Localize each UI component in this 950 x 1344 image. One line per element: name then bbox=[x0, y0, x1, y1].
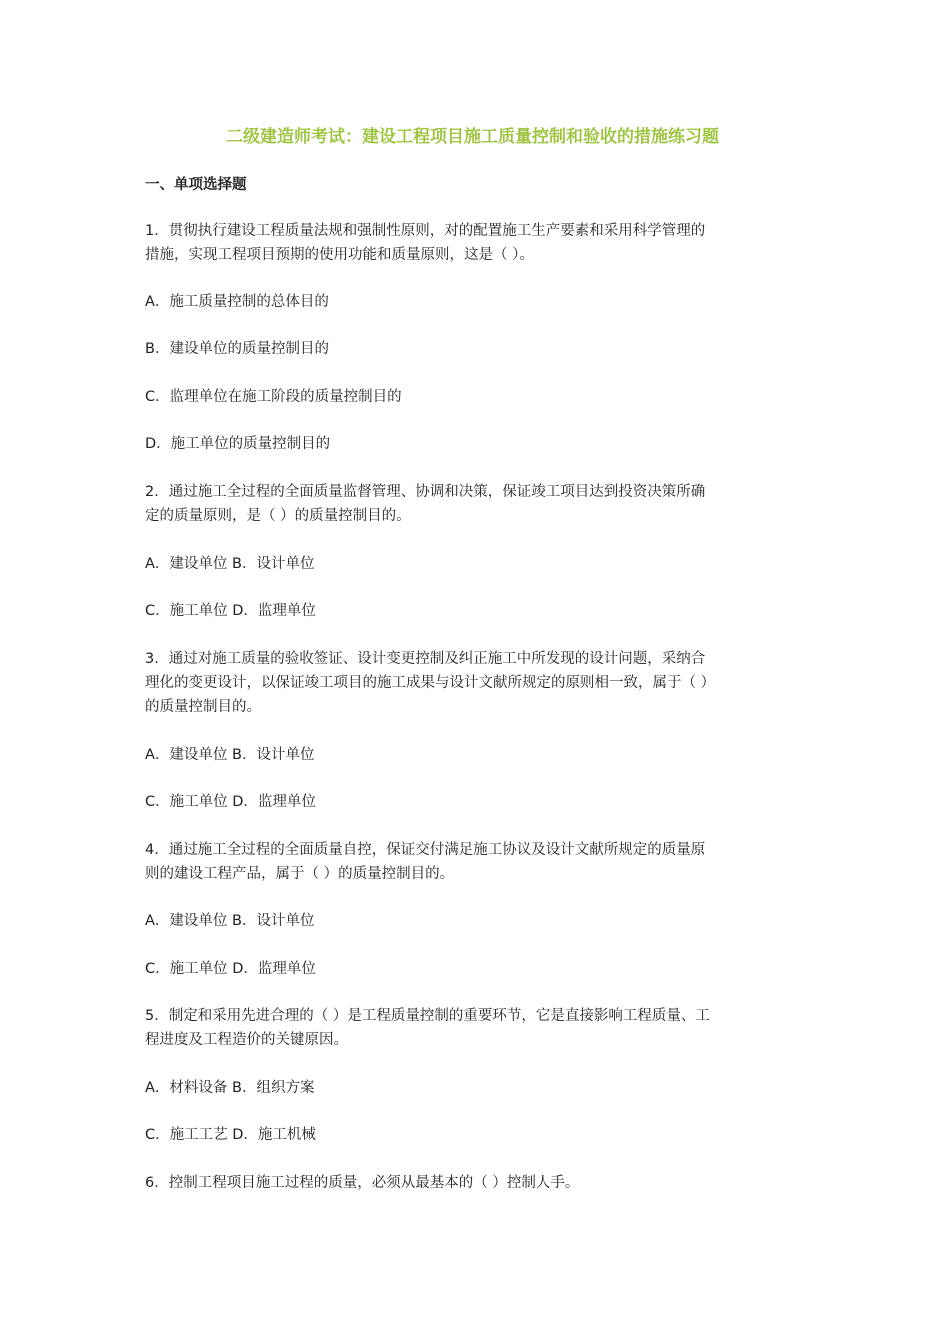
question-4 bbox=[145, 838, 800, 886]
question-3-options-cd: C．施工单位 D．监理单位 bbox=[145, 794, 316, 810]
question-5-line-1: 5．制定和采用先进合理的（ ）是工程质量控制的重要环节，它是直接影响工程质量、工 bbox=[145, 1008, 710, 1024]
question-6 bbox=[145, 1171, 800, 1195]
question-2-options-cd: C．施工单位 D．监理单位 bbox=[145, 603, 316, 619]
question-5-options-cd: C．施工工艺 D．施工机械 bbox=[145, 1127, 316, 1143]
question-4-line-1: 4．通过施工全过程的全面质量自控，保证交付满足施工协议及设计文献所规定的质量原 bbox=[145, 842, 706, 858]
question-3-line-3: 的质量控制目的。 bbox=[145, 699, 261, 715]
question-1-line-2: 措施，实现工程项目预期的使用功能和质量原则，这是（ ）。 bbox=[145, 247, 534, 263]
question-5-line-2: 程进度及工程造价的关键原因。 bbox=[145, 1032, 348, 1048]
question-1-option-b: B．建设单位的质量控制目的 bbox=[145, 341, 329, 357]
question-4-options-cd: C．施工单位 D．监理单位 bbox=[145, 961, 316, 977]
question-3-line-1: 3．通过对施工质量的验收签证、设计变更控制及纠正施工中所发现的设计问题，采纳合 bbox=[145, 651, 706, 667]
question-1-option-a: A．施工质量控制的总体目的 bbox=[145, 294, 329, 310]
question-2-options-ab: A．建设单位 B．设计单位 bbox=[145, 556, 315, 572]
question-2-line-2: 定的质量原则，是（ ）的质量控制目的。 bbox=[145, 508, 411, 524]
question-5 bbox=[145, 1004, 800, 1052]
question-2 bbox=[145, 480, 800, 528]
section-heading: 一、单项选择题 bbox=[145, 177, 247, 193]
question-1-option-d: D．施工单位的质量控制目的 bbox=[145, 436, 331, 452]
question-1-line-1: 1．贯彻执行建设工程质量法规和强制性原则，对的配置施工生产要素和采用科学管理的 bbox=[145, 223, 706, 239]
question-1 bbox=[145, 219, 800, 267]
question-4-line-2: 则的建设工程产品，属于（ ）的质量控制目的。 bbox=[145, 866, 455, 882]
question-3 bbox=[145, 647, 800, 719]
question-2-line-1: 2．通过施工全过程的全面质量监督管理、协调和决策，保证竣工项目达到投资决策所确 bbox=[145, 484, 706, 500]
question-1-option-c: C．监理单位在施工阶段的质量控制目的 bbox=[145, 389, 402, 405]
document-title: 二级建造师考试：建设工程项目施工质量控制和验收的措施练习题 bbox=[226, 127, 719, 147]
question-5-options-ab: A．材料设备 B．组织方案 bbox=[145, 1080, 315, 1096]
question-4-options-ab: A．建设单位 B．设计单位 bbox=[145, 913, 315, 929]
question-3-line-2: 理化的变更设计，以保证竣工项目的施工成果与设计文献所规定的原则相一致，属于（ ） bbox=[145, 675, 716, 691]
question-3-options-ab: A．建设单位 B．设计单位 bbox=[145, 747, 315, 763]
question-6-line-1: 6．控制工程项目施工过程的质量，必须从最基本的（ ）控制人手。 bbox=[145, 1175, 580, 1191]
